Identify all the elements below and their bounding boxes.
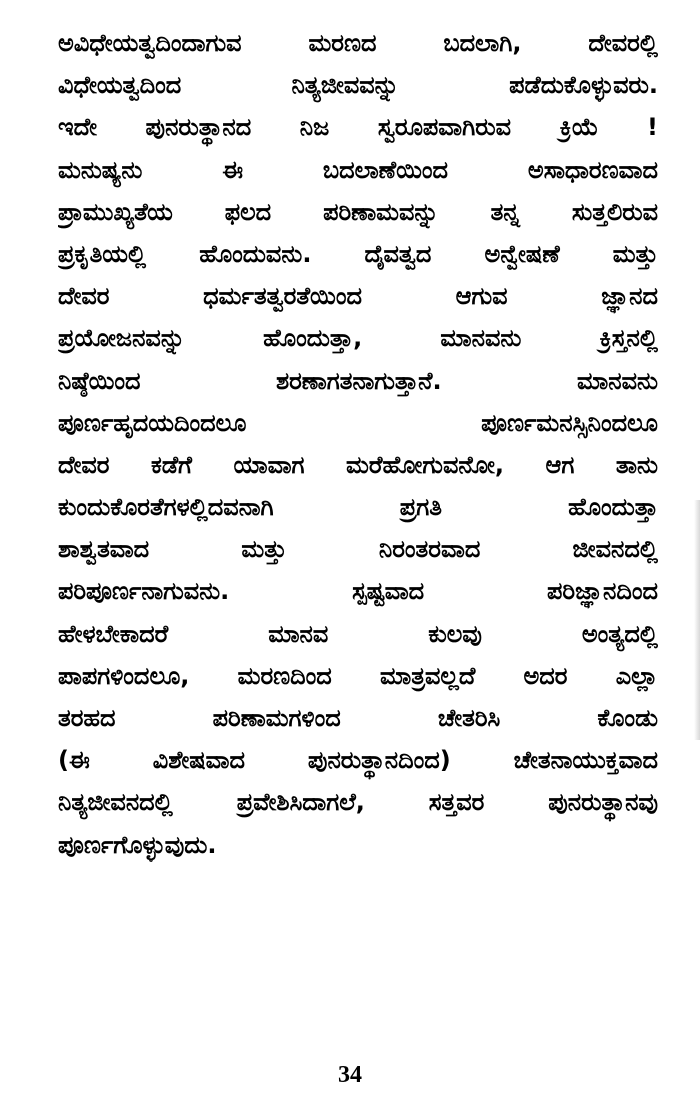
text-line: ಇದೇ ಪುನರುತ್ಥಾನದ ನಿಜ ಸ್ವರೂಪವಾಗಿರುವ ಕ್ರಿಯೆ ! [58, 113, 658, 142]
text-line: (ಈ ವಿಶೇಷವಾದ ಪುನರುತ್ಥಾನದಿಂದ) ಚೇತನಾಯುಕ್ತವಾದ [58, 746, 658, 775]
text-line: ತರಹದ ಪರಿಣಾಮಗಳಿಂದ ಚೇತರಿಸಿ ಕೊಂಡು [58, 704, 658, 732]
text-line: ಪ್ರಕೃತಿಯಲ್ಲಿ ಹೊಂದುವನು. ದೈವತ್ವದ ಅನ್ವೇಷಣೆ ಮತ್ತು [58, 239, 658, 268]
text-line: ನಿತ್ಯಜೀವನದಲ್ಲಿ ಪ್ರವೇಶಿಸಿದಾಗಲೆ, ಸತ್ತವರ ಪುನರುತ್ಥಾನವು [58, 788, 658, 817]
text-line: ನಿಷ್ಠೆಯಿಂದ ಶರಣಾಗತನಾಗುತ್ತಾನೆ. ಮಾನವನು [58, 366, 658, 395]
text-line: ಪರಿಪೂರ್ಣನಾಗುವನು. ಸ್ಪಷ್ಟವಾದ ಪರಿಜ್ಞಾನದಿಂದ [58, 577, 658, 606]
text-line: ಪ್ರಾಮುಖ್ಯತೆಯ ಫಲದ ಪರಿಣಾಮವನ್ನು ತನ್ನ ಸುತ್ತಲಿರುವ [58, 197, 658, 226]
page-number: 34 [338, 1062, 362, 1088]
text-line: ವಿಧೇಯತ್ವದಿಂದ ನಿತ್ಯಜೀವವನ್ನು ಪಡೆದುಕೊಳ್ಳುವರು. [58, 71, 658, 100]
text-line: ಪಾಪಗಳಿಂದಲೂ, ಮರಣದಿಂದ ಮಾತ್ರವಲ್ಲದೆ ಅದರ ಎಲ್ಲಾ [58, 661, 658, 690]
text-line: ಹೇಳಬೇಕಾದರೆ ಮಾನವ ಕುಲವು ಅಂತ್ಯದಲ್ಲಿ [58, 619, 658, 648]
text-line: ದೇವರ ಕಡೆಗೆ ಯಾವಾಗ ಮರೆಹೋಗುವನೋ, ಆಗ ತಾನು [58, 450, 658, 479]
text-line: ಪೂರ್ಣಹೃದಯದಿಂದಲೂ ಪೂರ್ಣಮನಸ್ಸಿನಿಂದಲೂ [58, 408, 658, 437]
text-line: ಅವಿಧೇಯತ್ವದಿಂದಾಗುವ ಮರಣದ ಬದಲಾಗಿ, ದೇವರಲ್ಲಿ [58, 29, 658, 57]
text-line: ಮನುಷ್ಯನು ಈ ಬದಲಾಣೆಯಿಂದ ಅಸಾಧಾರಣವಾದ [58, 155, 658, 184]
page-edge-shadow [694, 500, 700, 740]
text-line: ಕುಂದುಕೊರತೆಗಳಲ್ಲಿದವನಾಗಿ ಪ್ರಗತಿ ಹೊಂದುತ್ತಾ [58, 493, 658, 522]
body-text [58, 22, 658, 866]
text-line: ದೇವರ ಧರ್ಮತತ್ವರತೆಯಿಂದ ಆಗುವ ಜ್ಞಾನದ [58, 282, 658, 311]
text-line: ಪ್ರಯೋಜನವನ್ನು ಹೊಂದುತ್ತಾ, ಮಾನವನು ಕ್ರಿಸ್ತನಲ್ಲಿ [58, 324, 658, 353]
text-line: ಪೂರ್ಣಗೊಳ್ಳುವುದು. [58, 830, 217, 859]
text-line: ಶಾಶ್ವತವಾದ ಮತ್ತು ನಿರಂತರವಾದ ಜೀವನದಲ್ಲಿ [58, 535, 658, 564]
